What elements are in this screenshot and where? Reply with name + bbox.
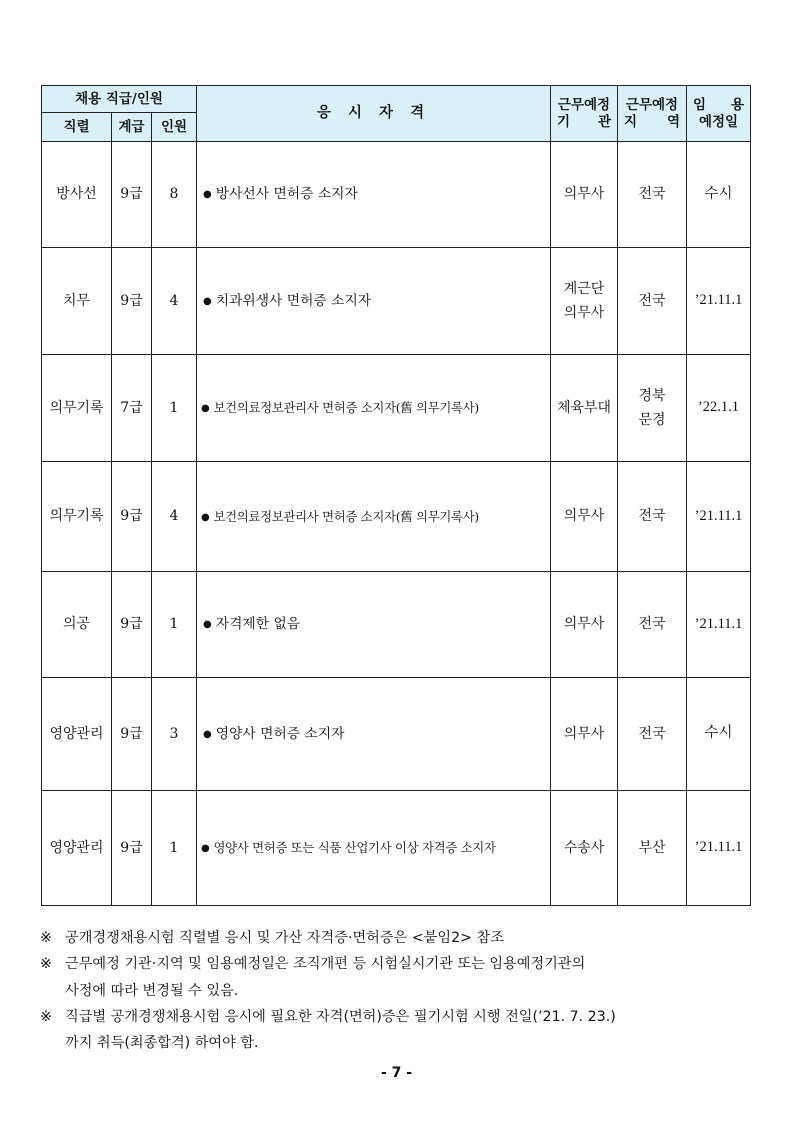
series-cell: 의공	[42, 572, 112, 678]
region-cell	[618, 791, 687, 906]
note-line: 근무예정 기관·지역 및 임용예정일은 조직개편 등 시험실시기관 또는 임용예정기관의	[65, 956, 586, 973]
header-count: 인원	[152, 113, 197, 142]
bullet-icon: ●	[201, 843, 210, 855]
table-row	[42, 462, 751, 572]
table-row	[42, 572, 751, 678]
header-agency-line2	[551, 114, 617, 131]
note-text	[65, 951, 760, 1004]
header-region-line1: 근무예정	[625, 96, 679, 113]
bullet-icon: ●	[203, 619, 212, 631]
table-row	[42, 678, 751, 791]
header-qualification: 응 시 자 격	[197, 86, 551, 142]
note-line: 직급별 공개경쟁채용시험 응시에 필요한 자격(면허)증은 필기시험 시행 전일(’21. 7. 23.)	[65, 1008, 616, 1025]
table-row	[42, 142, 751, 248]
header-grade: 계급	[112, 113, 152, 142]
header-agency-char-1: 기	[557, 113, 571, 130]
bullet-icon: ●	[203, 728, 212, 740]
region-cell	[618, 355, 687, 462]
count-cell: 4	[152, 248, 197, 355]
qualification-text: 보건의료정보관리사 면허증 소지자(舊 의무기록사)	[213, 508, 479, 524]
agency-cell	[551, 462, 618, 572]
agency-text-line2: 의무사	[563, 305, 605, 321]
reference-mark-icon: ※	[40, 956, 52, 973]
region-text: 전국	[638, 616, 666, 633]
note-line: 까지 취득(최종합격) 하여야 함.	[65, 1035, 259, 1052]
bullet-icon: ●	[203, 295, 212, 307]
header-recruit-group: 채용 직급/인원	[42, 86, 197, 113]
appointment-date-cell: ’22.1.1	[687, 355, 751, 462]
header-appointment	[687, 86, 751, 142]
note-text	[65, 925, 760, 951]
header-appointment-char-1: 임	[693, 96, 707, 113]
series-cell: 방사선	[42, 142, 112, 248]
region-text: 전국	[638, 508, 666, 525]
count-cell: 8	[152, 142, 197, 248]
table-row	[42, 355, 751, 462]
note-item	[40, 1004, 760, 1057]
count-cell: 1	[152, 355, 197, 462]
header-appointment-line1	[687, 97, 750, 114]
note-line: 사정에 따라 변경될 수 있음.	[65, 982, 239, 999]
table-row	[42, 248, 751, 355]
grade-cell: 7급	[112, 355, 152, 462]
qualification-cell	[197, 572, 551, 678]
appointment-date-cell: ’21.11.1	[687, 462, 751, 572]
agency-text: 의무사	[563, 725, 605, 742]
region-cell	[618, 572, 687, 678]
grade-cell: 9급	[112, 142, 152, 248]
grade-cell: 9급	[112, 248, 152, 355]
qualification-text: 영양사 면허증 소지자	[215, 725, 345, 742]
table-row	[42, 791, 751, 906]
qualification-cell	[197, 678, 551, 791]
note-item	[40, 951, 760, 1004]
grade-cell: 9급	[112, 678, 152, 791]
region-text: 전국	[638, 292, 666, 309]
bullet-icon: ●	[203, 189, 212, 201]
header-agency-char-2: 관	[597, 113, 612, 130]
header-appointment-char-2: 용	[730, 96, 745, 113]
note-line: 공개경쟁채용시험 직렬별 응시 및 가산 자격증·면허증은 <붙임2> 참조	[65, 930, 504, 946]
agency-cell	[551, 678, 618, 791]
notes-section	[40, 925, 760, 1056]
region-text-line2: 문경	[638, 412, 666, 428]
header-region	[618, 86, 687, 142]
appointment-date-cell: 수시	[687, 678, 751, 791]
header-agency-line1: 근무예정	[557, 96, 611, 113]
appointment-date-cell: ’21.11.1	[687, 248, 751, 355]
series-cell: 영양관리	[42, 678, 112, 791]
count-cell: 4	[152, 462, 197, 572]
reference-mark-icon: ※	[40, 1008, 52, 1025]
header-region-char-2: 역	[666, 113, 681, 130]
qualification-cell	[197, 462, 551, 572]
agency-text: 의무사	[563, 616, 605, 633]
region-cell	[618, 248, 687, 355]
agency-cell	[551, 142, 618, 248]
qualification-cell	[197, 791, 551, 906]
region-text: 부산	[638, 839, 666, 856]
qualification-cell	[197, 248, 551, 355]
header-series: 직렬	[42, 113, 112, 142]
header-region-line2	[618, 114, 686, 131]
appointment-date-cell: ’21.11.1	[687, 791, 751, 906]
agency-text: 의무사	[563, 186, 605, 203]
note-text	[65, 1004, 760, 1057]
region-text-line1: 경북	[638, 387, 666, 404]
series-cell: 영양관리	[42, 791, 112, 906]
note-item	[40, 925, 760, 951]
recruitment-table	[41, 85, 751, 906]
agency-text: 체육부대	[556, 399, 612, 416]
header-region-char-1: 지	[624, 113, 638, 130]
agency-text-line1: 계근단	[563, 280, 605, 297]
bullet-icon: ●	[201, 403, 210, 415]
grade-cell: 9급	[112, 462, 152, 572]
series-cell: 의무기록	[42, 355, 112, 462]
region-text: 전국	[638, 186, 666, 203]
qualification-text: 영양사 면허증 또는 식품 산업기사 이상 자격증 소지자	[213, 840, 496, 856]
agency-cell	[551, 248, 618, 355]
appointment-date-cell: ’21.11.1	[687, 572, 751, 678]
reference-mark-icon: ※	[40, 930, 52, 946]
qualification-text: 자격제한 없음	[215, 616, 301, 633]
grade-cell: 9급	[112, 791, 152, 906]
qualification-text: 치과위생사 면허증 소지자	[215, 292, 372, 309]
page-number: - 7 -	[380, 1065, 413, 1081]
agency-text: 수송사	[563, 839, 605, 856]
series-cell: 의무기록	[42, 462, 112, 572]
qualification-text: 보건의료정보관리사 면허증 소지자(舊 의무기록사)	[213, 400, 479, 416]
region-cell	[618, 678, 687, 791]
agency-cell	[551, 791, 618, 906]
region-cell	[618, 142, 687, 248]
bullet-icon: ●	[201, 511, 210, 523]
header-appointment-line2: 예정일	[698, 113, 739, 130]
count-cell: 1	[152, 791, 197, 906]
qualification-text: 방사선사 면허증 소지자	[215, 186, 358, 203]
count-cell: 3	[152, 678, 197, 791]
agency-text: 의무사	[563, 508, 605, 525]
region-cell	[618, 462, 687, 572]
series-cell: 치무	[42, 248, 112, 355]
header-agency	[551, 86, 618, 142]
agency-cell	[551, 572, 618, 678]
table-header-row-1	[42, 86, 751, 113]
agency-cell	[551, 355, 618, 462]
appointment-date-cell: 수시	[687, 142, 751, 248]
qualification-cell	[197, 142, 551, 248]
grade-cell: 9급	[112, 572, 152, 678]
qualification-cell	[197, 355, 551, 462]
count-cell: 1	[152, 572, 197, 678]
region-text: 전국	[638, 725, 666, 742]
